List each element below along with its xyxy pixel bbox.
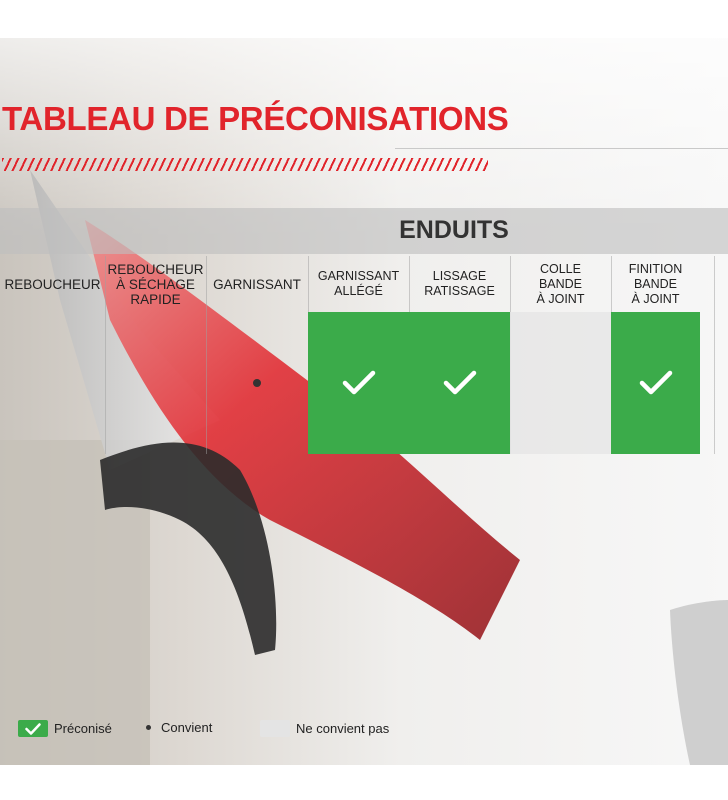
cell-finition-bande xyxy=(611,312,700,454)
column-divider xyxy=(714,256,715,454)
check-icon xyxy=(342,370,376,396)
cell-colle-bande xyxy=(510,312,611,454)
check-icon xyxy=(443,370,477,396)
legend-label-ne-convient-pas: Ne convient pas xyxy=(296,721,390,736)
cell-lissage-ratissage xyxy=(409,312,510,454)
column-header-finition-bande: FINITION BANDE À JOINT xyxy=(628,261,683,306)
legend-swatch-ne-convient-pas xyxy=(260,720,290,737)
dot-icon xyxy=(253,379,261,387)
table-group-label: ENDUITS xyxy=(399,216,509,244)
title-divider xyxy=(395,148,728,149)
cell-garnissant xyxy=(206,312,308,454)
legend-item-ne-convient-pas xyxy=(260,720,389,737)
check-icon xyxy=(25,723,41,735)
cell-garnissant-allege xyxy=(308,312,409,454)
column-header-colle-bande: COLLE BANDE À JOINT xyxy=(536,261,585,306)
table-group-header xyxy=(0,208,728,254)
legend-label-convient: Convient xyxy=(161,720,213,735)
column-header-reboucheur: REBOUCHEUR xyxy=(4,276,101,292)
column-header-reboucheur-rapide: REBOUCHEUR À SÉCHAGE RAPIDE xyxy=(107,261,204,307)
column-divider xyxy=(105,256,106,454)
legend-item-convient xyxy=(138,720,212,735)
dot-icon xyxy=(146,725,151,730)
column-header-garnissant-allege: GARNISSANT ALLÉGÉ xyxy=(317,269,400,298)
legend-item-preconise xyxy=(18,720,112,737)
column-header-garnissant: GARNISSANT xyxy=(213,276,301,292)
legend-label-preconise: Préconisé xyxy=(54,721,112,736)
legend-swatch-preconise xyxy=(18,720,48,737)
column-header-lissage-ratissage: LISSAGE RATISSAGE xyxy=(424,269,495,298)
check-icon xyxy=(639,370,673,396)
decorative-hatch xyxy=(2,158,488,171)
page-title: TABLEAU DE PRÉCONISATIONS xyxy=(2,100,509,137)
